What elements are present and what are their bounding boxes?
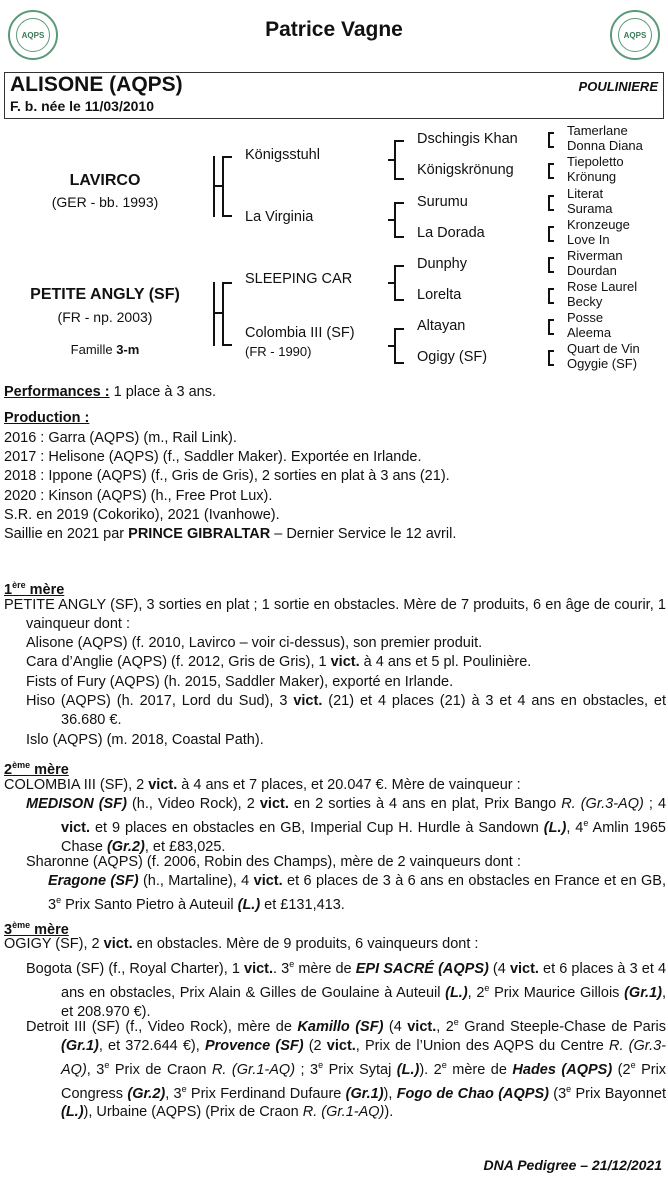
gen3-name: La Dorada bbox=[417, 225, 485, 241]
sire-name: LAVIRCO bbox=[69, 172, 141, 189]
mere2-intro: COLOMBIA III (SF), 2 vict. à 4 ans et 7 places, et 20.047 €. Mère de vainqueur : bbox=[4, 777, 521, 793]
brace bbox=[222, 156, 224, 217]
gen4-name: Literat bbox=[567, 186, 604, 201]
mere2-sharonne: Sharonne (AQPS) (f. 2006, Robin des Champs), mère de 2 vainqueurs dont : bbox=[26, 854, 521, 870]
brace bbox=[548, 350, 554, 366]
brace bbox=[548, 288, 554, 304]
mere1-product: Alisone (AQPS) (f. 2010, Lavirco – voir ci-dessus), son premier produit. bbox=[26, 635, 483, 651]
performances: Performances : 1 place à 3 ans. bbox=[4, 384, 216, 400]
dam-name: PETITE ANGLY (SF) bbox=[30, 286, 180, 303]
dam-family: Famille 3-m bbox=[70, 342, 140, 357]
brace-tick bbox=[224, 282, 232, 284]
footer-credit: DNA Pedigree – 21/12/2021 bbox=[483, 1157, 662, 1173]
mere3-detroit: Detroit III (SF) (f., Video Rock), mère de Kamillo (SF) (4 vict., 2e Grand Steeple-Chase de Paris (Gr.1), et 372.644 €), Provence (SF) (2 vict., Prix de l’Union des AQPS du Centre R. (Gr.3-AQ), 3e Prix de Craon R. (Gr.1-AQ) ; 3e Prix Sytaj (L.)). 2e mère de Hades (AQPS) (2e Prix Congress (Gr.2), 3e Prix Ferdinand Dufaure (Gr.1)), Fogo de Chao (AQPS) (3e Prix Bayonnet (L.)), Urbaine (AQPS) (Prix de Craon R. (Gr.1-AQ)). bbox=[26, 1017, 667, 1121]
gen4-name: Tamerlane bbox=[567, 123, 628, 138]
mere2-medison: MEDISON (SF) (h., Video Rock), 2 vict. en 2 sorties à 4 ans en plat, Prix Bango R. (Gr.3-AQ) ; 4 vict. et 9 places en obstacles en GB, Imperial Cup H. Hurdle à Sandown (L.), 4e Amlin 1965 Chase (Gr.2), et £83,025. bbox=[26, 796, 667, 855]
brace-tick bbox=[388, 345, 395, 347]
gen2-name: Königsstuhl bbox=[245, 147, 320, 163]
brace bbox=[548, 195, 554, 211]
gen4-name: Ogygie (SF) bbox=[567, 356, 638, 371]
page-title: Patrice Vagne bbox=[265, 18, 403, 41]
mere1-product: Islo (AQPS) (m. 2018, Coastal Path). bbox=[26, 732, 264, 748]
brace bbox=[548, 132, 554, 148]
gen4-name: Dourdan bbox=[567, 263, 617, 278]
gen3-name: Dschingis Khan bbox=[417, 131, 518, 147]
brace bbox=[548, 257, 554, 273]
gen4-name: Riverman bbox=[567, 248, 623, 263]
gen4-name: Kronzeuge bbox=[567, 217, 630, 232]
gen3-name: Dunphy bbox=[417, 256, 467, 272]
gen2-extra: (FR - 1990) bbox=[245, 344, 312, 359]
brace bbox=[394, 140, 404, 180]
gen4-name: Krönung bbox=[567, 169, 617, 184]
gen4-name: Rose Laurel bbox=[567, 279, 638, 294]
gen4-name: Donna Diana bbox=[567, 138, 643, 153]
mere3-heading: 3ème mère bbox=[4, 920, 69, 938]
gen4-name: Love In bbox=[567, 232, 610, 247]
brace bbox=[394, 265, 404, 301]
mere1-product: Hiso (AQPS) (h. 2017, Lord du Sud), 3 vict. (21) et 4 places (21) à 3 et 4 ans en obstacles, et 36.680 €. bbox=[26, 693, 666, 728]
gen4-name: Aleema bbox=[567, 325, 612, 340]
gen3-name: Ogigy (SF) bbox=[417, 349, 488, 365]
brace-tick bbox=[224, 215, 232, 217]
dam-info: (FR - np. 2003) bbox=[57, 309, 153, 325]
gen2-name: SLEEPING CAR bbox=[245, 271, 353, 287]
gen3-name: Königskrönung bbox=[417, 162, 514, 178]
saillie-line: Saillie en 2021 par PRINCE GIBRALTAR – Dernier Service le 12 avril. bbox=[4, 526, 457, 542]
mere1-intro: PETITE ANGLY (SF), 3 sorties en plat ; 1 sortie en obstacles. Mère de 7 produits, 6 en âge de courir, 1 vainqueur dont : bbox=[4, 597, 666, 632]
gen4-name: Becky bbox=[567, 294, 603, 309]
logo-text: AQPS bbox=[618, 18, 652, 52]
gen3-name: Altayan bbox=[417, 318, 466, 334]
mere1-heading: 1ère mère bbox=[4, 580, 65, 598]
mere1-product: Cara d’Anglie (AQPS) (f. 2012, Gris de Gris), 1 vict. à 4 ans et 5 pl. Poulinière. bbox=[26, 654, 532, 670]
brace-tick bbox=[388, 219, 395, 221]
brace bbox=[548, 226, 554, 242]
production-line: 2018 : Ippone (AQPS) (f., Gris de Gris), 2 sorties en plat à 3 ans (21). bbox=[4, 468, 450, 484]
gen4-name: Surama bbox=[567, 201, 613, 216]
gen4-name: Posse bbox=[567, 310, 604, 325]
right-logo bbox=[610, 10, 660, 60]
gen4-name: Quart de Vin bbox=[567, 341, 640, 356]
brace-tick bbox=[224, 156, 232, 158]
gen2-name: La Virginia bbox=[245, 209, 314, 225]
horse-status: POULINIERE bbox=[578, 79, 658, 94]
performances-label: Performances : bbox=[4, 384, 110, 400]
mere3-intro: OGIGY (SF), 2 vict. en obstacles. Mère de 9 produits, 6 vainqueurs dont : bbox=[4, 936, 479, 952]
gen4-name: Tiepoletto bbox=[567, 154, 624, 169]
gen3-name: Lorelta bbox=[417, 287, 462, 303]
production-line: 2020 : Kinson (AQPS) (h., Free Prot Lux). bbox=[4, 488, 273, 504]
brace bbox=[394, 202, 404, 238]
production-label: Production : bbox=[4, 410, 90, 426]
mere2-heading: 2ème mère bbox=[4, 760, 69, 778]
brace bbox=[548, 319, 554, 335]
mere3-bogota: Bogota (SF) (f., Royal Charter), 1 vict.. 3e mère de EPI SACRÉ (AQPS) (4 vict. et 6 places à 3 et 4 ans en obstacles, Prix Alain & Gilles de Goulaine à Auteuil (L.), 2e Prix Maurice Gillois (Gr.1), et 208.970 €). bbox=[26, 959, 667, 1020]
brace bbox=[394, 328, 404, 364]
horse-details: F. b. née le 11/03/2010 bbox=[10, 98, 154, 114]
logo-text: AQPS bbox=[16, 18, 50, 52]
sire-info: (GER - bb. 1993) bbox=[51, 194, 159, 210]
gen2-name: Colombia III (SF) bbox=[245, 325, 355, 341]
horse-name: ALISONE (AQPS) bbox=[10, 73, 183, 96]
gen3-name: Surumu bbox=[417, 194, 468, 210]
production-line: S.R. en 2019 (Cokoriko), 2021 (Ivanhowe). bbox=[4, 507, 280, 523]
mere2-eragone: Eragone (SF) (h., Martaline), 4 vict. et 6 places de 3 à 6 ans en obstacles en France et en GB, 3e Prix Santo Pietro à Auteuil (L.) et £131,413. bbox=[48, 873, 667, 913]
mere1-product: Fists of Fury (AQPS) (h. 2015, Saddler Maker), exporté en Irlande. bbox=[26, 674, 454, 690]
brace bbox=[222, 282, 224, 346]
brace-tick bbox=[224, 344, 232, 346]
production-line: 2017 : Helisone (AQPS) (f., Saddler Maker). Exportée en Irlande. bbox=[4, 449, 422, 465]
brace bbox=[548, 163, 554, 179]
production-line: 2016 : Garra (AQPS) (m., Rail Link). bbox=[4, 430, 237, 446]
brace-tick bbox=[388, 282, 395, 284]
brace-tick bbox=[388, 159, 395, 161]
